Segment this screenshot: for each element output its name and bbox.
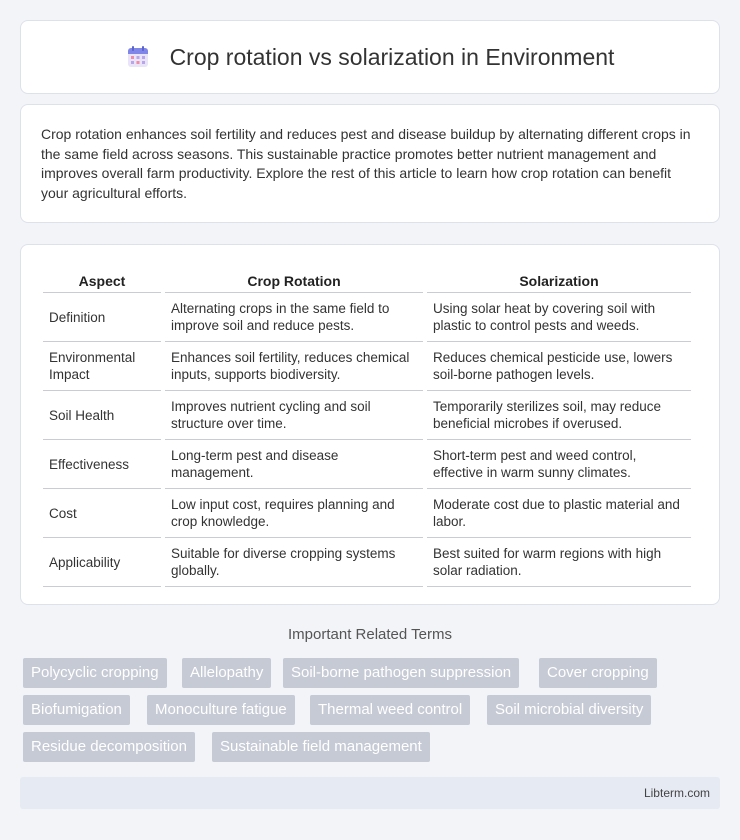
- table-cell: Moderate cost due to plastic material and labor.: [427, 489, 691, 538]
- header-card: [20, 20, 720, 94]
- related-terms-title: Important Related Terms: [288, 626, 452, 643]
- related-term-tag[interactable]: Sustainable field management: [212, 732, 430, 762]
- table-row: [43, 440, 691, 489]
- table-cell: Short-term pest and weed control, effective in warm sunny climates.: [427, 440, 691, 489]
- related-term-tag[interactable]: Cover cropping: [539, 658, 657, 688]
- table-cell: Improves nutrient cycling and soil structure over time.: [165, 391, 423, 440]
- column-header: Aspect: [43, 267, 161, 293]
- table-cell: Using solar heat by covering soil with plastic to control pests and weeds.: [427, 293, 691, 342]
- footer-site-link[interactable]: Libterm.com: [643, 786, 710, 800]
- related-term-tag[interactable]: Allelopathy: [182, 658, 271, 688]
- table-row: [43, 489, 691, 538]
- intro-card: [20, 104, 720, 223]
- related-term-tag[interactable]: Residue decomposition: [23, 732, 195, 762]
- table-cell: Alternating crops in the same field to improve soil and reduce pests.: [165, 293, 423, 342]
- table-cell: Enhances soil fertility, reduces chemical inputs, supports biodiversity.: [165, 342, 423, 391]
- calendar-icon: [126, 45, 150, 69]
- table-cell: Low input cost, requires planning and crop knowledge.: [165, 489, 423, 538]
- table-row: [43, 293, 691, 342]
- table-row: [43, 391, 691, 440]
- related-term-tag[interactable]: Soil microbial diversity: [487, 695, 651, 725]
- table-cell: Environmental Impact: [43, 342, 161, 391]
- footer: [20, 777, 720, 809]
- related-term-tag[interactable]: Biofumigation: [23, 695, 130, 725]
- page-title: Crop rotation vs solarization in Environment: [169, 43, 615, 70]
- table-row: [43, 342, 691, 391]
- column-header: Solarization: [427, 267, 691, 293]
- table-cell: Effectiveness: [43, 440, 161, 489]
- comparison-table: [39, 267, 695, 587]
- table-cell: Applicability: [43, 538, 161, 587]
- comparison-table-card: [20, 244, 720, 605]
- table-row: [43, 538, 691, 587]
- table-cell: Long-term pest and disease management.: [165, 440, 423, 489]
- table-cell: Definition: [43, 293, 161, 342]
- table-cell: Soil Health: [43, 391, 161, 440]
- related-term-tag[interactable]: Monoculture fatigue: [147, 695, 295, 725]
- column-header: Crop Rotation: [165, 267, 423, 293]
- table-cell: Reduces chemical pesticide use, lowers soil-borne pathogen levels.: [427, 342, 691, 391]
- table-cell: Best suited for warm regions with high solar radiation.: [427, 538, 691, 587]
- intro-text: Crop rotation enhances soil fertility and reduces pest and disease buildup by alternating different crops in the same field across seasons. This sustainable practice promotes better nutrient management and improves overall farm productivity. Explore the rest of this article to learn how crop rotation can benefit your agricultural efforts.: [41, 126, 691, 201]
- related-term-tag[interactable]: Soil-borne pathogen suppression: [283, 658, 519, 688]
- related-term-tag[interactable]: Thermal weed control: [310, 695, 470, 725]
- related-term-tag[interactable]: Polycyclic cropping: [23, 658, 167, 688]
- table-cell: Suitable for diverse cropping systems globally.: [165, 538, 423, 587]
- table-header-row: [43, 267, 691, 293]
- table-cell: Temporarily sterilizes soil, may reduce beneficial microbes if overused.: [427, 391, 691, 440]
- table-cell: Cost: [43, 489, 161, 538]
